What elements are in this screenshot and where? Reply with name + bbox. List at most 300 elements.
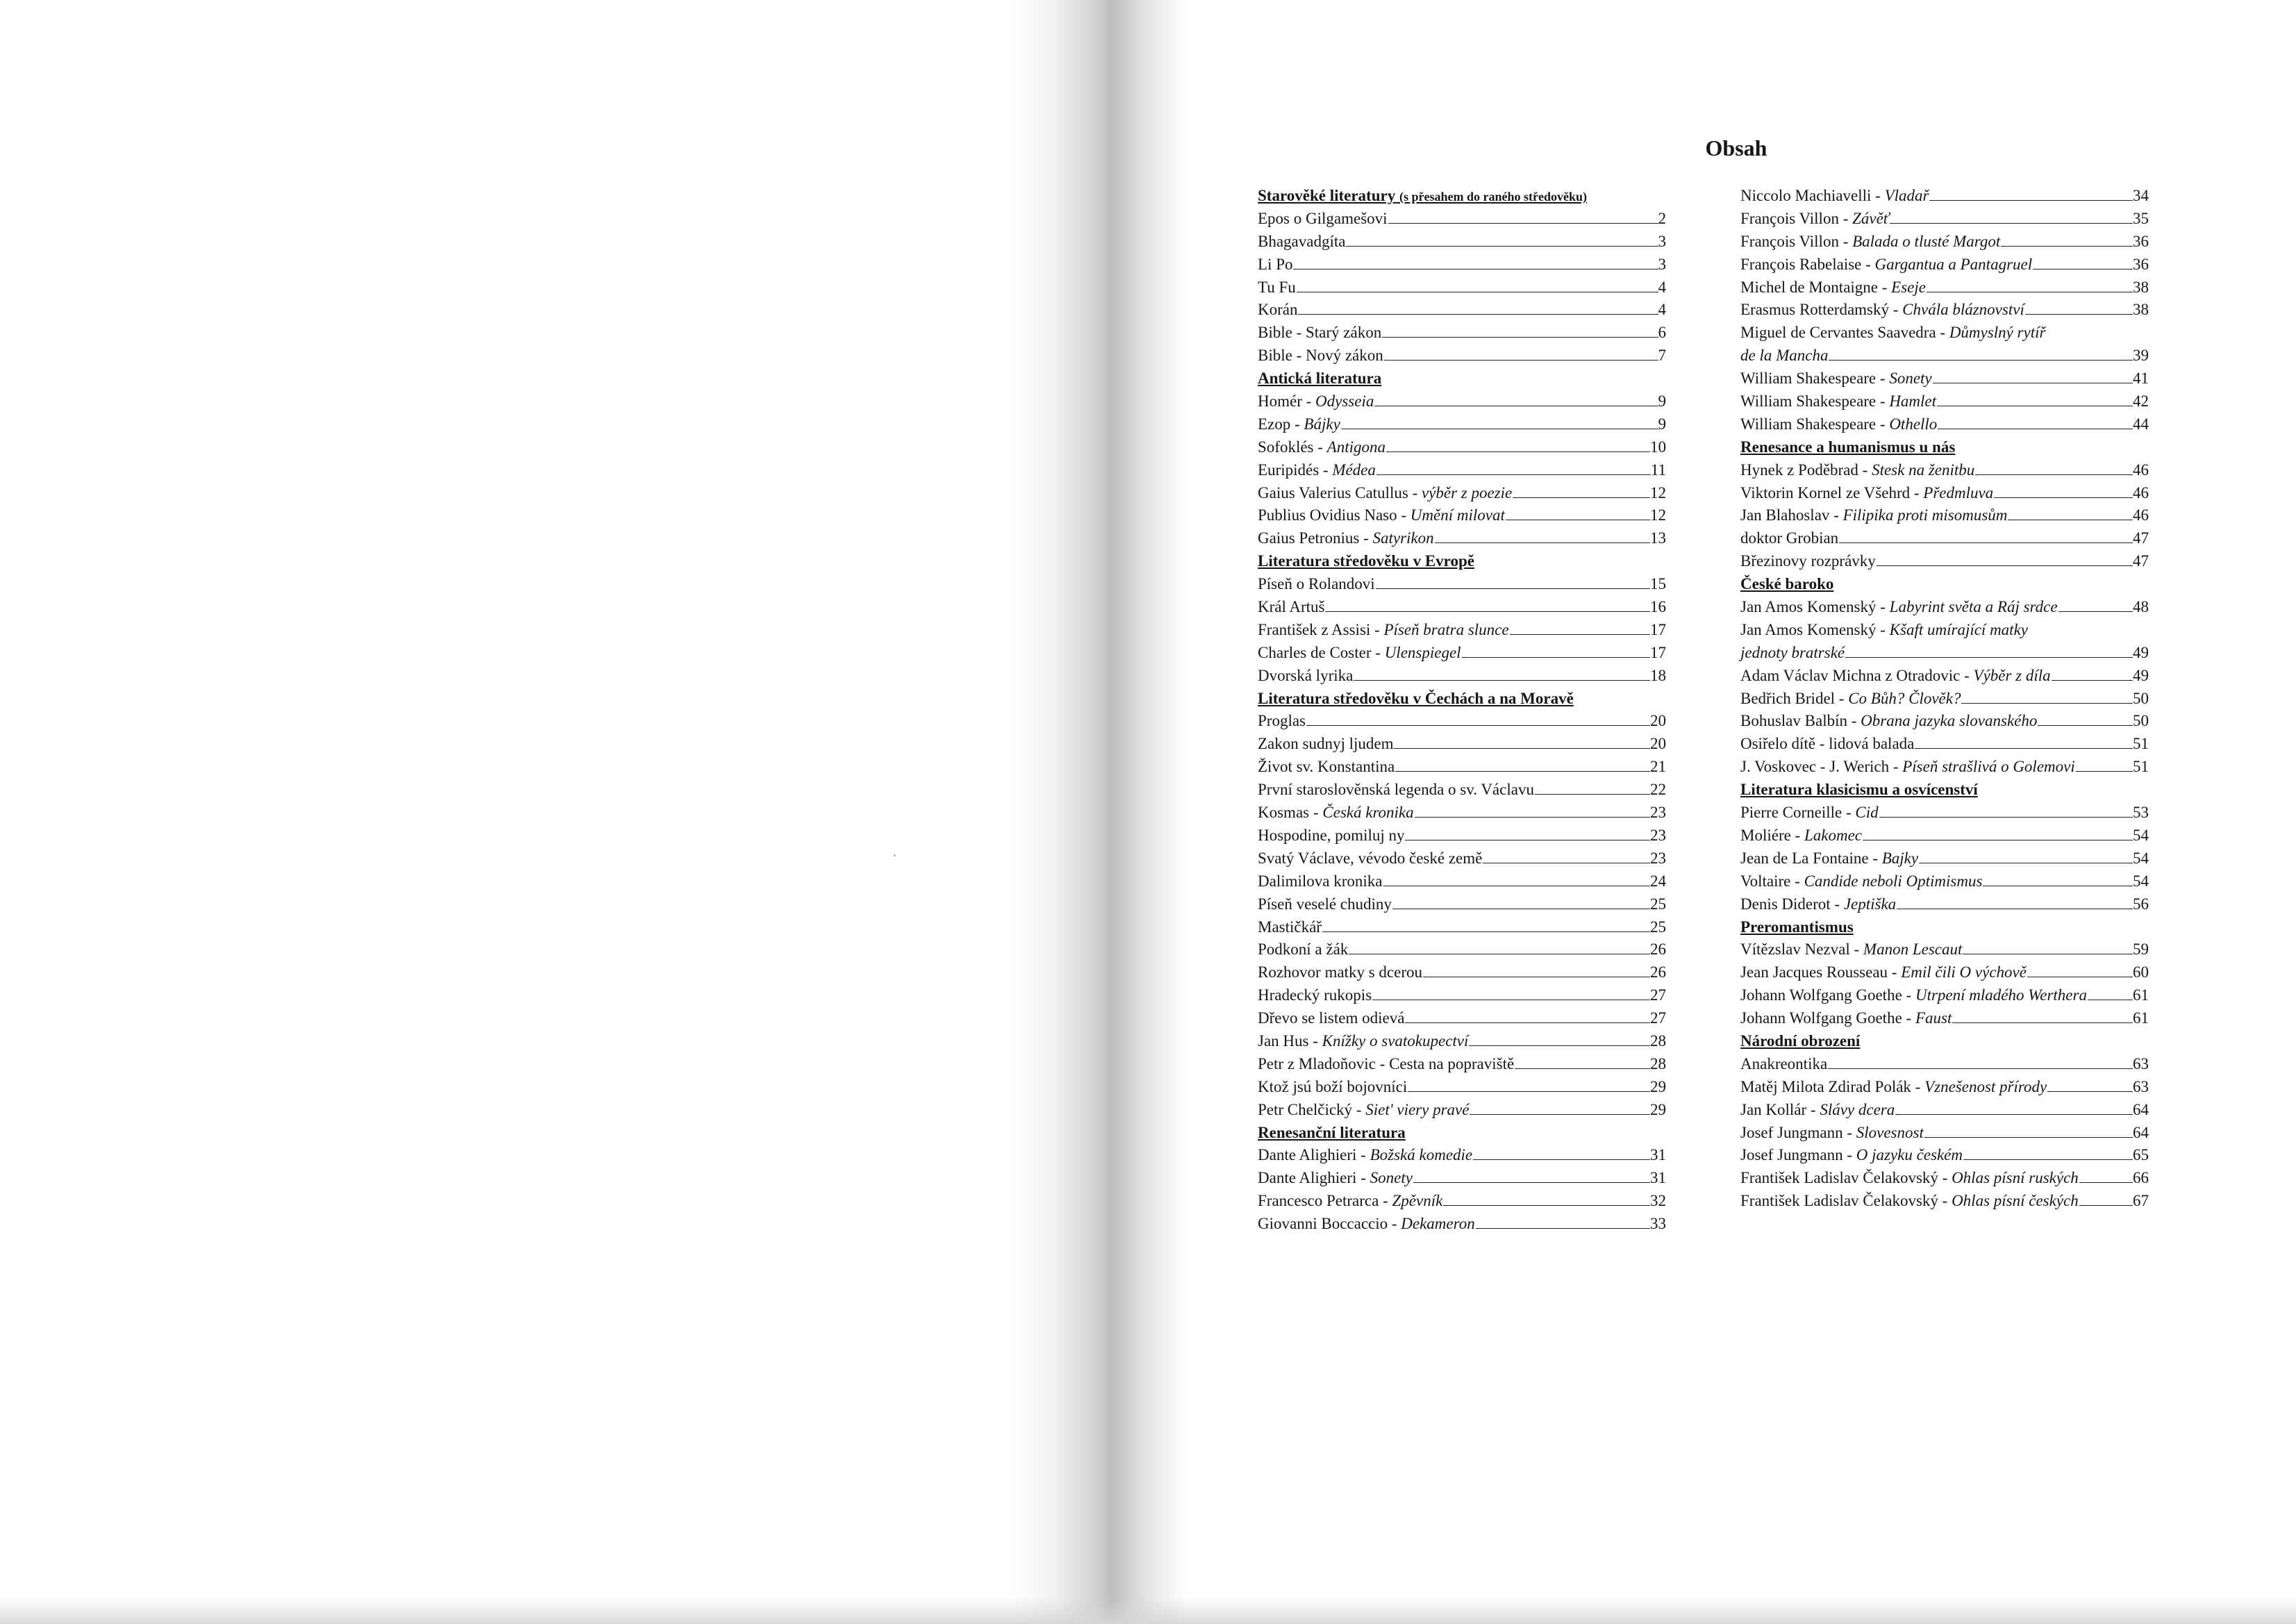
entry-author: Josef Jungmann - (1740, 1146, 1856, 1164)
entry-page-number: 46 (2133, 506, 2149, 524)
entry-page-number: 54 (2133, 849, 2149, 867)
entry-page-number: 60 (2133, 963, 2149, 981)
entry-author: Moliére - (1740, 826, 1804, 844)
entry-author: Bible - Nový zákon (1258, 347, 1383, 365)
entry-page-number: 12 (1650, 506, 1666, 524)
entry-leader-line (1510, 634, 1650, 635)
toc-entry (1740, 802, 2149, 825)
entry-page-number: 51 (2133, 735, 2149, 753)
entry-leader-line (1325, 611, 1650, 612)
toc-entry (1258, 299, 1666, 322)
entry-page-number: 11 (1650, 461, 1666, 479)
toc-entry (1258, 1076, 1666, 1099)
entry-text (1258, 596, 1324, 619)
entry-text (1258, 961, 1422, 984)
entry-text (1740, 527, 1838, 550)
entry-author: František Ladislav Čelakovský - (1740, 1192, 1952, 1210)
entry-page-number: 61 (2133, 1009, 2149, 1027)
entry-author: Gaius Valerius Catullus - (1258, 483, 1422, 502)
entry-text (1258, 504, 1505, 527)
toc-entry (1740, 733, 2149, 756)
entry-page-number: 38 (2133, 301, 2149, 319)
entry-work-title: Lakomec (1804, 826, 1862, 844)
entry-author: Zakon sudnyj ljudem (1258, 735, 1394, 753)
entry-author: Michel de Montaigne - (1740, 278, 1892, 296)
entry-leader-line (1845, 657, 2133, 658)
entry-page-number: 64 (2133, 1100, 2149, 1118)
entry-work-title: de la Mancha (1740, 347, 1829, 365)
entry-author: Jean de La Fontaine - (1740, 849, 1882, 867)
entry-text (1740, 390, 1936, 413)
entry-leader-line (1462, 657, 1650, 658)
toc-entry (1740, 413, 2149, 436)
entry-work-title: Bájky (1304, 415, 1340, 433)
entry-leader-line (1413, 1182, 1650, 1183)
entry-page-number: 36 (2133, 255, 2149, 273)
toc-entry (1258, 619, 1666, 642)
toc-entry (1258, 573, 1666, 596)
entry-author: Bedřich Bridel - (1740, 689, 1849, 707)
toc-entry (1740, 596, 2149, 619)
entry-author: Podkoní a žák (1258, 941, 1349, 959)
entry-page-number: 16 (1650, 598, 1666, 616)
entry-text (1258, 322, 1381, 345)
section-heading (1740, 1030, 2149, 1053)
entry-text (1740, 825, 1862, 847)
entry-text (1740, 938, 1962, 961)
entry-author: Hradecký rukopis (1258, 986, 1372, 1004)
entry-text (1740, 1144, 1963, 1167)
toc-entry (1258, 870, 1666, 893)
entry-leader-line (1929, 200, 2133, 201)
entry-leader-line (1322, 931, 1650, 932)
entry-work-title: Manon Lescaut (1863, 941, 1963, 959)
toc-entry (1258, 733, 1666, 756)
toc-entry (1258, 345, 1666, 367)
entry-work-title: Balada o tlusté Margot (1852, 232, 2001, 250)
entry-leader-line (1952, 1022, 2133, 1023)
entry-text (1258, 825, 1404, 847)
entry-page-number: 3 (1658, 255, 1666, 273)
toc-entry (1258, 984, 1666, 1007)
paper-speck (894, 854, 896, 856)
entry-page-number: 35 (2133, 209, 2149, 227)
toc-entry (1740, 961, 2149, 984)
entry-author: Josef Jungmann - (1740, 1123, 1856, 1141)
entry-author: Král Artuš (1258, 598, 1325, 616)
entry-text (1740, 345, 1828, 367)
toc-entry (1258, 825, 1666, 847)
toc-entry (1258, 802, 1666, 825)
entry-author: François Villon - (1740, 232, 1853, 250)
toc-entry (1740, 1167, 2149, 1190)
entry-text (1258, 710, 1306, 733)
entry-author: J. Voskovec - J. Werich - (1740, 758, 1903, 776)
entry-leader-line (1961, 703, 2133, 704)
entry-text (1740, 710, 2037, 733)
entry-work-title: Slovesnost (1856, 1123, 1924, 1141)
entry-leader-line (1513, 497, 1650, 498)
entry-page-number: 23 (1650, 826, 1666, 844)
entry-page-number: 25 (1650, 895, 1666, 913)
entry-text (1258, 459, 1376, 482)
toc-entry (1258, 254, 1666, 276)
section-heading-text: Renesanční literatura (1258, 1123, 1406, 1141)
entry-page-number: 29 (1650, 1100, 1666, 1118)
entry-author: Jan Amos Komenský - (1740, 598, 1890, 616)
entry-work-title: Eseje (1891, 278, 1926, 296)
entry-page-number: 39 (2133, 347, 2149, 365)
entry-text (1258, 984, 1372, 1007)
entry-author: William Shakespeare - (1740, 392, 1890, 411)
entry-author: Ezop - (1258, 415, 1304, 433)
entry-text (1740, 847, 1918, 870)
entry-leader-line (2047, 1091, 2133, 1092)
toc-entry (1258, 1213, 1666, 1236)
toc-entry (1740, 1053, 2149, 1076)
entry-author: Bhagavadgíta (1258, 232, 1346, 250)
toc-entry (1740, 345, 2149, 367)
entry-page-number: 21 (1650, 758, 1666, 776)
toc-entry (1258, 276, 1666, 299)
entry-leader-line (2079, 1205, 2133, 1206)
entry-page-number: 50 (2133, 712, 2149, 730)
entry-page-number: 4 (1658, 278, 1666, 296)
entry-page-number: 27 (1650, 1009, 1666, 1027)
section-heading (1258, 550, 1666, 573)
entry-page-number: 4 (1658, 301, 1666, 319)
toc-entry (1740, 710, 2149, 733)
toc-entry (1258, 390, 1666, 413)
entry-text (1258, 436, 1386, 459)
entry-work-title: Knížky o svatokupectví (1322, 1031, 1469, 1050)
entry-work-title: Siet' viery pravé (1365, 1100, 1470, 1118)
entry-author: Viktorin Kornel ze Všehrd - (1740, 483, 1924, 502)
entry-leader-line (1298, 314, 1658, 315)
entry-author: První staroslověnská legenda o sv. Václavu (1258, 781, 1534, 799)
toc-entry (1740, 459, 2149, 482)
section-heading-text: Literatura středověku v Evropě (1258, 552, 1474, 570)
entry-work-title: O jazyku českém (1856, 1146, 1963, 1164)
entry-text (1258, 231, 1345, 254)
entry-leader-line (1384, 360, 1658, 361)
entry-page-number: 67 (2133, 1192, 2149, 1210)
entry-author: Život sv. Konstantina (1258, 758, 1395, 776)
toc-entry (1740, 1007, 2149, 1030)
toc-entry (1740, 390, 2149, 413)
entry-author: Dvorská lyrika (1258, 666, 1354, 684)
entry-author: Epos o Gilgamešovi (1258, 209, 1388, 227)
entry-work-title: Ohlas písní českých (1952, 1192, 2079, 1210)
entry-author: František Ladislav Čelakovský - (1740, 1169, 1952, 1187)
section-heading (1258, 1122, 1666, 1145)
entry-author: Píseň veselé chudiny (1258, 895, 1392, 913)
entry-work-title: Výběr z díla (1973, 666, 2051, 684)
entry-work-title: Předmluva (1923, 483, 1994, 502)
entry-leader-line (1828, 1068, 2133, 1069)
entry-page-number: 26 (1650, 963, 1666, 981)
toc-entry (1258, 1190, 1666, 1213)
toc-entry (1258, 504, 1666, 527)
entry-text (1740, 276, 1926, 299)
entry-leader-line (1293, 269, 1658, 270)
entry-leader-line (1515, 1068, 1650, 1069)
entry-page-number: 50 (2133, 689, 2149, 707)
section-heading-text: Literatura klasicismu a osvícenství (1740, 781, 1978, 799)
section-heading (1740, 779, 2149, 802)
entry-page-number: 17 (1650, 620, 1666, 638)
entry-leader-line (1376, 588, 1650, 589)
entry-leader-line (2076, 771, 2133, 772)
section-heading-text: Národní obrození (1740, 1031, 1861, 1050)
entry-text (1258, 390, 1374, 413)
entry-author: Proglas (1258, 712, 1306, 730)
entry-author: Bohuslav Balbín - (1740, 712, 1861, 730)
entry-leader-line (1443, 1205, 1650, 1206)
entry-text (1740, 208, 1889, 231)
entry-leader-line (1346, 246, 1658, 247)
entry-page-number: 54 (2133, 826, 2149, 844)
entry-text (1258, 1007, 1404, 1030)
entry-page-number: 65 (2133, 1146, 2149, 1164)
entry-page-number: 23 (1650, 849, 1666, 867)
entry-page-number: 6 (1658, 324, 1666, 342)
toc-entry (1740, 504, 2149, 527)
section-heading (1740, 573, 2149, 596)
entry-author: Dalimilova kronika (1258, 872, 1383, 890)
entry-text (1258, 756, 1395, 779)
entry-leader-line (1408, 1091, 1650, 1092)
entry-author: Vítězslav Nezval - (1740, 941, 1863, 959)
entry-leader-line (1382, 337, 1658, 338)
toc-entry (1740, 527, 2149, 550)
entry-author: Dřevo se listem odievá (1258, 1009, 1405, 1027)
entry-text (1740, 984, 2087, 1007)
entry-text (1740, 893, 1896, 916)
toc-left-column (1258, 185, 1666, 1236)
entry-work-title: Bajky (1881, 849, 1919, 867)
entry-work-title: Emil čili O výchově (1901, 963, 2027, 981)
toc-entry (1258, 1144, 1666, 1167)
entry-text (1258, 345, 1383, 367)
entry-page-number: 34 (2133, 187, 2149, 204)
entry-leader-line (1924, 1137, 2133, 1138)
toc-entry (1740, 299, 2149, 322)
entry-work-title: jednoty bratrské (1740, 643, 1845, 661)
entry-work-title: Labyrint světa a Ráj srdce (1889, 598, 2058, 616)
entry-work-title: Vznešenost přírody (1924, 1077, 2047, 1095)
entry-text (1740, 665, 2051, 688)
entry-text (1740, 1122, 1924, 1145)
entry-leader-line (1388, 223, 1658, 224)
entry-page-number: 46 (2133, 483, 2149, 502)
entry-work-title: Sonety (1370, 1169, 1413, 1187)
entry-text (1258, 893, 1392, 916)
entry-text (1258, 665, 1353, 688)
entry-work-title: Utrpení mladého Werthera (1915, 986, 2087, 1004)
entry-page-number: 63 (2133, 1054, 2149, 1072)
toc-entry (1740, 938, 2149, 961)
entry-work-title: Odysseia (1315, 392, 1374, 411)
entry-page-number: 49 (2133, 666, 2149, 684)
entry-text (1740, 299, 2024, 322)
book-gutter-shadow (1111, 0, 1188, 1624)
toc-entry (1740, 185, 2149, 208)
entry-author: Jan Amos Komenský - (1740, 620, 1890, 638)
toc-entry (1740, 550, 2149, 573)
entry-work-title: Ulenspiegel (1384, 643, 1461, 661)
toc-entry (1258, 1167, 1666, 1190)
entry-page-number: 25 (1650, 918, 1666, 936)
entry-page-number: 10 (1650, 438, 1666, 456)
entry-leader-line (1405, 1022, 1650, 1023)
entry-author: František z Assisi - (1258, 620, 1384, 638)
entry-text (1740, 367, 1932, 390)
entry-author: Li Po (1258, 255, 1293, 273)
toc-right-column (1740, 185, 2149, 1213)
toc-entry (1258, 436, 1666, 459)
entry-text (1740, 550, 1876, 573)
entry-author: William Shakespeare - (1740, 415, 1890, 433)
entry-text (1258, 413, 1340, 436)
left-page-blank (0, 0, 1111, 1624)
entry-author: Homér - (1258, 392, 1316, 411)
entry-text (1740, 1007, 1952, 1030)
entry-text (1740, 1076, 2047, 1099)
toc-entry (1740, 208, 2149, 231)
entry-author: Gaius Petronius - (1258, 529, 1373, 547)
entry-author: Petr z Mladoňovic - Cesta na popraviště (1258, 1054, 1515, 1072)
section-heading-text: Starověké literatury (1258, 187, 1396, 204)
entry-page-number: 63 (2133, 1077, 2149, 1095)
toc-entry (1258, 459, 1666, 482)
entry-text (1258, 642, 1461, 665)
entry-author: Jan Blahoslav - (1740, 506, 1843, 524)
entry-page-number: 29 (1650, 1077, 1666, 1095)
entry-author: Petr Chelčický - (1258, 1100, 1366, 1118)
entry-leader-line (2058, 611, 2133, 612)
toc-entry (1740, 482, 2149, 505)
entry-text (1740, 1167, 2079, 1190)
entry-author: Ktož jsú boží bojovníci (1258, 1077, 1408, 1095)
toc-entry (1258, 527, 1666, 550)
entry-page-number: 12 (1650, 483, 1666, 502)
entry-author: Johann Wolfgang Goethe - (1740, 1009, 1915, 1027)
entry-page-number: 54 (2133, 872, 2149, 890)
entry-work-title: Dekameron (1401, 1215, 1475, 1233)
toc-entry (1258, 413, 1666, 436)
entry-text (1258, 254, 1292, 276)
entry-author: Tu Fu (1258, 278, 1296, 296)
entry-work-title: Píseň strašlivá o Golemovi (1902, 758, 2075, 776)
section-heading (1258, 688, 1666, 711)
entry-author: Niccolo Machiavelli - (1740, 187, 1885, 204)
toc-entry (1258, 847, 1666, 870)
entry-author: Euripidés - (1258, 461, 1333, 479)
entry-author: François Villon - (1740, 209, 1853, 227)
entry-page-number: 47 (2133, 552, 2149, 570)
toc-entry (1258, 893, 1666, 916)
entry-author: Erasmus Rotterdamský - (1740, 301, 1903, 319)
entry-author: Sofoklés - (1258, 438, 1327, 456)
entry-page-number: 15 (1650, 575, 1666, 593)
entry-text (1740, 596, 2058, 619)
entry-page-number: 2 (1658, 209, 1666, 227)
entry-text (1740, 1099, 1895, 1122)
entry-work-title: Ohlas písní ruských (1952, 1169, 2079, 1187)
toc-entry (1740, 1099, 2149, 1122)
entry-author: Charles de Coster - (1258, 643, 1385, 661)
toc-entry (1740, 1122, 2149, 1145)
entry-author: Korán (1258, 301, 1298, 319)
entry-page-number: 18 (1650, 666, 1666, 684)
entry-text (1258, 619, 1509, 642)
entry-leader-line (1915, 748, 2133, 749)
toc-entry (1740, 367, 2149, 390)
entry-work-title: Filipika proti misomusům (1842, 506, 2008, 524)
toc-entry (1258, 665, 1666, 688)
entry-text (1740, 802, 1879, 825)
entry-work-title: Božská komedie (1370, 1146, 1473, 1164)
entry-leader-line (2033, 269, 2133, 270)
entry-leader-line (2025, 314, 2133, 315)
section-heading (1258, 367, 1666, 390)
entry-page-number: 56 (2133, 895, 2149, 913)
entry-work-title: Médea (1332, 461, 1376, 479)
entry-leader-line (1877, 565, 2133, 566)
entry-text (1258, 1053, 1514, 1076)
toc-entry (1740, 254, 2149, 276)
entry-work-title: Gargantua a Pantagruel (1874, 255, 2033, 273)
entry-page-number: 44 (2133, 415, 2149, 433)
entry-page-number: 48 (2133, 598, 2149, 616)
entry-page-number: 66 (2133, 1169, 2149, 1187)
toc-entry (1258, 231, 1666, 254)
toc-entry (1258, 1007, 1666, 1030)
entry-page-number: 51 (2133, 758, 2149, 776)
entry-work-title: výběr z poezie (1421, 483, 1513, 502)
entry-author: Svatý Václave, vévodo české země (1258, 849, 1483, 867)
section-heading (1740, 436, 2149, 459)
entry-page-number: 47 (2133, 529, 2149, 547)
entry-text (1740, 688, 1961, 711)
entry-text (1258, 870, 1383, 893)
entry-author: doktor Grobian (1740, 529, 1839, 547)
toc-entry (1740, 231, 2149, 254)
entry-page-number: 53 (2133, 804, 2149, 822)
entry-text (1740, 231, 2000, 254)
toc-entry (1740, 688, 2149, 711)
toc-entry (1740, 1144, 2149, 1167)
entry-leader-line (1394, 748, 1650, 749)
section-heading-note: (s přesahem do raného středověku) (1399, 190, 1587, 204)
entry-text (1258, 916, 1322, 939)
entry-text (1740, 961, 2027, 984)
entry-work-title: Hamlet (1889, 392, 1937, 411)
toc-entry-first-line (1740, 619, 2149, 642)
entry-text (1258, 573, 1375, 596)
entry-page-number: 59 (2133, 941, 2149, 959)
entry-page-number: 31 (1650, 1169, 1666, 1187)
entry-author: Kosmas - (1258, 804, 1323, 822)
entry-author: Jan Kollár - (1740, 1100, 1820, 1118)
entry-text (1258, 1076, 1407, 1099)
toc-entry (1740, 276, 2149, 299)
entry-page-number: 9 (1658, 415, 1666, 433)
section-heading-text: Renesance a humanismus u nás (1740, 438, 1956, 456)
entry-leader-line (2001, 246, 2133, 247)
entry-leader-line (1890, 223, 2133, 224)
